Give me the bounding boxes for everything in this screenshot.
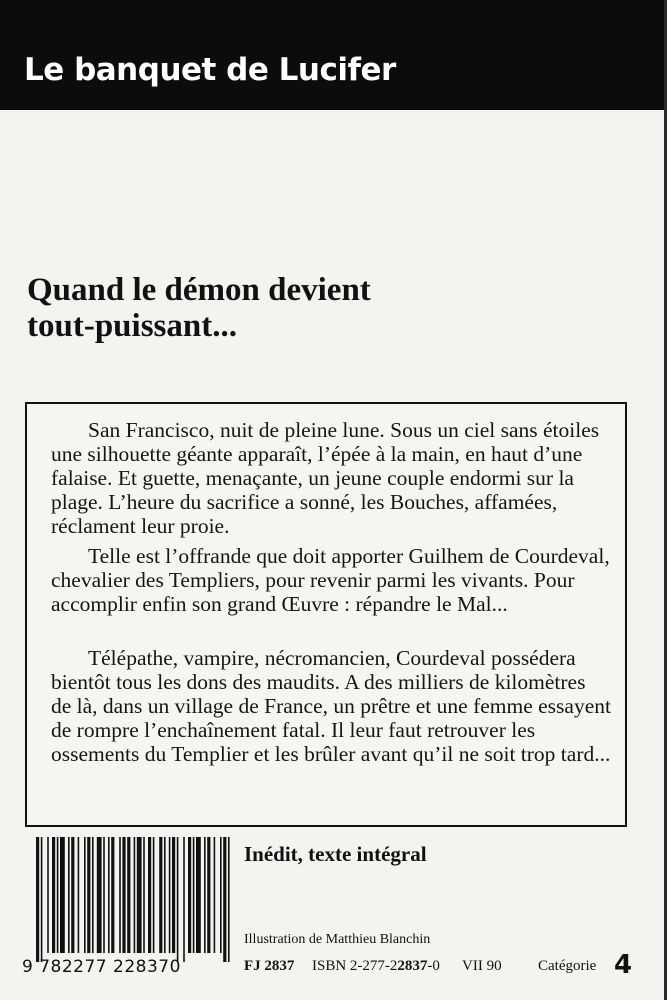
blurb-paragraph-3: Télépathe, vampire, nécromancien, Courdeval possédera bientôt tous les dons des maudits. A des milliers de kilomètres de là, dans un village de France, un prêtre et une femme essayent de rompre l’enchaînement fatal. Il leur faut retrouver les ossements du Templier et les brûler avant qu’il ne soit trop tard...: [51, 646, 611, 766]
barcode-bar: [97, 837, 102, 953]
illustration-credit: Illustration de Matthieu Blanchin: [244, 932, 431, 947]
headline-line-1: Quand le démon devient: [27, 272, 371, 308]
barcode-bar: [103, 837, 105, 953]
barcode-bar: [164, 837, 166, 953]
blurb-paragraph-1: San Francisco, nuit de pleine lune. Sous un ciel sans étoiles une silhouette géante apparaît, l’épée à la main, en haut d’une falaise. Et guette, menaçante, un jeune couple endormi sur la plage. L’heure du sacrifice a sonné, les Bouches, affamées, réclament leur proie.: [51, 418, 600, 538]
blurb-paragraph-2: Telle est l’offrande que doit apporter Guilhem de Courdeval, chevalier des Templiers, pour revenir parmi les vivants. Pour accomplir enfin son grand Œuvre : répandre le Mal...: [51, 544, 610, 616]
barcode-bar: [68, 837, 70, 953]
barcode-bar: [148, 837, 151, 953]
category-number: 4: [614, 950, 633, 980]
barcode-bar: [119, 837, 121, 953]
barcode-bar: [111, 837, 114, 953]
barcode-bar: [57, 837, 59, 953]
category-label: Catégorie: [538, 958, 597, 974]
barcode-bar: [143, 837, 145, 953]
barcode-bar: [172, 837, 175, 953]
barcode-bar: [71, 837, 74, 953]
barcode-bar: [214, 837, 216, 953]
barcode-bar: [60, 837, 65, 953]
isbn-suffix: -0: [427, 958, 440, 974]
barcode-bar: [153, 837, 155, 953]
barcode-number: 9 782277 228370: [22, 957, 181, 977]
barcode-bar: [122, 837, 125, 953]
barcode-bar: [228, 837, 230, 962]
barcode-bar: [169, 837, 171, 953]
barcode-bar: [47, 837, 49, 953]
blurb-box: [25, 402, 627, 827]
barcode-bar: [84, 837, 86, 953]
barcode-bar: [188, 837, 191, 953]
isbn-bold: 2837: [397, 958, 428, 974]
isbn: [312, 958, 440, 975]
headline-line-2: tout-puissant...: [27, 308, 237, 344]
title-band: [0, 0, 667, 110]
barcode-bar: [183, 837, 185, 962]
barcode-bar: [196, 837, 201, 953]
barcode-bar: [204, 837, 206, 953]
barcode-bar: [41, 837, 43, 962]
barcode-bar: [207, 837, 210, 953]
date-code: VII 90: [462, 958, 502, 974]
catalog-code: FJ 2837: [244, 958, 295, 974]
isbn-prefix: ISBN 2-277-2: [312, 958, 398, 974]
barcode-bar: [137, 837, 142, 953]
barcode-bar: [108, 837, 110, 953]
barcode-bar: [177, 837, 179, 962]
barcode-bar: [134, 837, 136, 953]
headline: [27, 272, 487, 344]
barcode-bar: [78, 837, 80, 953]
barcode-area: [22, 837, 232, 987]
edition-note: Inédit, texte intégral: [244, 842, 427, 866]
barcode-bar: [193, 837, 195, 953]
barcode-bar: [87, 837, 90, 953]
barcode-bar: [223, 837, 226, 962]
book-title: Le banquet de Lucifer: [24, 52, 396, 88]
barcode-bar: [92, 837, 94, 953]
barcode-bar: [36, 837, 39, 962]
barcode-bar: [127, 837, 130, 953]
barcode: [34, 837, 230, 962]
barcode-bar: [159, 837, 162, 953]
barcode-bar: [52, 837, 55, 953]
barcode-bar: [220, 837, 222, 953]
